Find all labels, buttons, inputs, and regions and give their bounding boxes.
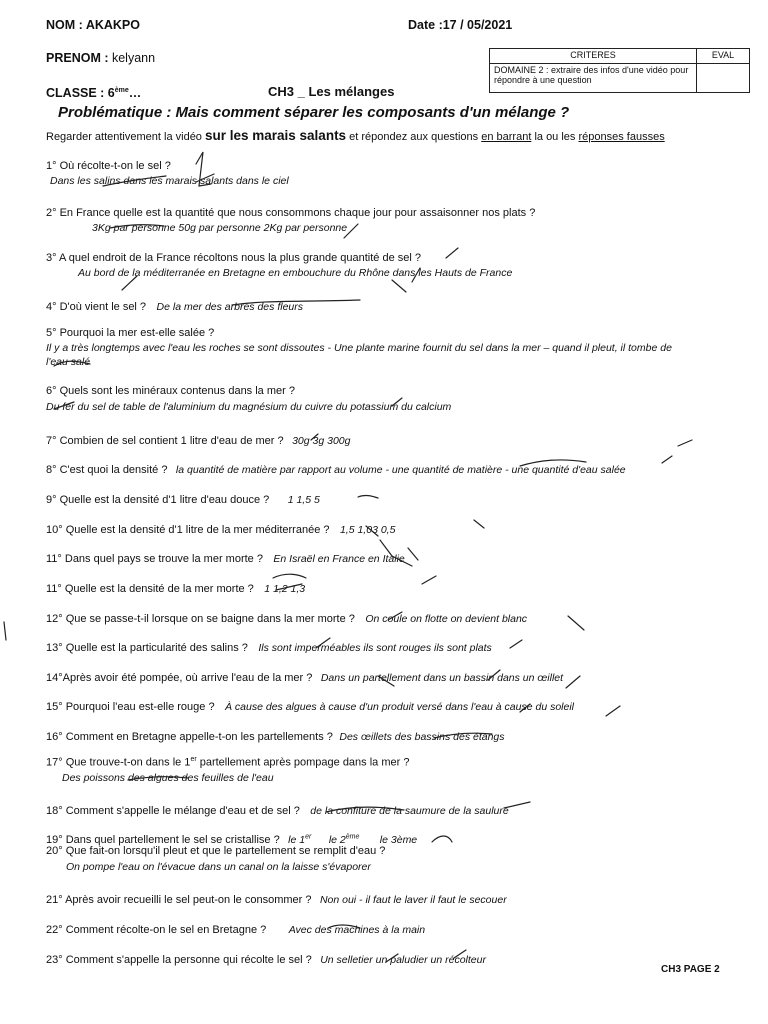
- answer-19-a: le 1: [288, 834, 306, 846]
- question-4-line: [46, 297, 303, 315]
- question-1: 1° Où récolte-t-on le sel ?: [46, 160, 171, 172]
- question-18: 18° Comment s'appelle le mélange d'eau et de sel ?: [46, 805, 300, 817]
- criteria-domain: DOMAINE 2 : extraire des infos d'une vidéo pour répondre à une question: [490, 64, 697, 93]
- question-23: 23° Comment s'appelle la personne qui récolte le sel ?: [46, 954, 312, 966]
- answers-23[interactable]: Un selletier un paludier un récolteur: [320, 954, 486, 966]
- answers-7[interactable]: 30g 3g 300g: [292, 435, 351, 447]
- question-10-line: [46, 520, 395, 538]
- answers-16[interactable]: Des œillets des bassins des étangs: [339, 731, 505, 743]
- answers-15[interactable]: À cause des algues à cause d'un produit versé dans l'eau à cause du soleil: [225, 701, 575, 713]
- question-16-line: [46, 727, 505, 745]
- question-21: 21° Après avoir recueilli le sel peut-on le consommer ?: [46, 894, 312, 906]
- question-18-line: [46, 801, 509, 819]
- question-3: 3° A quel endroit de la France récoltons nous la plus grande quantité de sel ?: [46, 252, 421, 264]
- prenom-label: PRENOM :: [46, 51, 109, 65]
- question-17: [46, 756, 409, 769]
- question-15: 15° Pourquoi l'eau est-elle rouge ?: [46, 701, 215, 713]
- stroke-q11b: [422, 576, 436, 584]
- answers-12[interactable]: On coule on flotte on devient blanc: [365, 613, 528, 625]
- criteria-header: CRITERES: [490, 49, 697, 64]
- answer-19-c: le 3ème: [359, 834, 418, 846]
- prenom-line: [46, 51, 155, 65]
- problematique: Problématique : Mais comment séparer les composants d'un mélange ?: [58, 104, 570, 121]
- criteria-table: [489, 48, 750, 93]
- question-17-text-2: partellement après pompage dans la mer ?: [196, 756, 410, 769]
- stroke-q19: [432, 836, 452, 842]
- answers-1[interactable]: Dans les salins dans les marais salants dans le ciel: [50, 175, 289, 187]
- answers-3[interactable]: Au bord de la méditerranée en Bretagne en embouchure du Rhône dans les Hauts de France: [78, 267, 513, 279]
- question-7: 7° Combien de sel contient 1 litre d'eau de mer ?: [46, 435, 284, 447]
- answers-11b[interactable]: 1 1,2 1,3: [264, 583, 306, 595]
- intro-bold: sur les marais salants: [204, 128, 347, 143]
- question-21-line: [46, 890, 507, 908]
- question-9: 9° Quelle est la densité d'1 litre d'eau douce ?: [46, 494, 270, 506]
- stroke-margin: [4, 622, 6, 640]
- answers-11[interactable]: En Israël en France en Italie: [273, 553, 405, 565]
- question-8-line: [46, 460, 626, 478]
- answers-20[interactable]: On pompe l'eau on l'évacue dans un canal on la laisse s'évaporer: [66, 861, 371, 873]
- classe-sup: ème: [114, 86, 129, 94]
- question-20: 20° Que fait-on lorsqu'il pleut et que le partellement se remplit d'eau ?: [46, 845, 386, 857]
- eval-cell[interactable]: [697, 64, 750, 93]
- intro-text-2: et répondez aux questions: [346, 131, 482, 143]
- prenom-value: kelyann: [111, 51, 156, 65]
- answers-5-cont[interactable]: l'eau salé: [46, 356, 91, 368]
- question-2: 2° En France quelle est la quantité que nous consommons chaque jour pour assaisonner nos plats ?: [46, 207, 536, 219]
- answer-19-b: le 2: [311, 834, 346, 846]
- nom-label: NOM :: [46, 18, 83, 32]
- stroke-q9: [358, 495, 378, 498]
- answer-19-sup: er: [305, 833, 312, 841]
- question-15-line: [46, 697, 574, 715]
- answers-17[interactable]: Des poissons des algues des feuilles de l'eau: [62, 772, 274, 784]
- intro-underline-2: réponses fausses: [578, 131, 665, 143]
- classe-rest: …: [128, 86, 142, 100]
- question-22: 22° Comment récolte-on le sel en Bretagne ?: [46, 924, 267, 936]
- question-12: 12° Que se passe-t-il lorsque on se baigne dans la mer morte ?: [46, 613, 355, 625]
- answers-5[interactable]: Il y a très longtemps avec l'eau les roches se sont dissoutes - Une plante marine fournit du sel dans la mer – quand il pleut, il tombe de: [46, 342, 672, 354]
- question-12-line: [46, 609, 527, 627]
- date-label: Date :: [408, 18, 443, 32]
- question-22-line: [46, 920, 425, 938]
- date-line: [408, 18, 512, 32]
- classe-label: CLASSE : 6: [46, 86, 115, 100]
- question-11: 11° Dans quel pays se trouve la mer morte ?: [46, 553, 263, 565]
- question-17-text: 17° Que trouve-t-on dans le 1: [46, 756, 191, 769]
- page-footer: CH3 PAGE 2: [661, 964, 720, 975]
- question-5: 5° Pourquoi la mer est-elle salée ?: [46, 327, 215, 339]
- intro-underline-1: en barrant: [481, 131, 532, 143]
- nom-value: AKAKPO: [85, 18, 140, 32]
- question-8: 8° C'est quoi la densité ?: [46, 464, 168, 476]
- stroke-q3c: [446, 248, 458, 258]
- question-14: 14°Après avoir été pompée, où arrive l'eau de la mer ?: [46, 672, 313, 684]
- classe-line: [46, 86, 141, 100]
- intro-text-1: Regarder attentivement la vidéo: [46, 131, 205, 143]
- stroke-q15b: [606, 706, 620, 716]
- question-11-line: [46, 549, 405, 567]
- stroke-q8b: [662, 440, 692, 463]
- question-11b-line: [46, 579, 305, 597]
- answers-21[interactable]: Non oui - il faut le laver il faut le secouer: [319, 894, 507, 906]
- question-19: 19° Dans quel partellement le sel se cristallise ?: [46, 834, 280, 846]
- question-17-sup: er: [190, 756, 197, 763]
- question-6: 6° Quels sont les minéraux contenus dans la mer ?: [46, 385, 295, 397]
- question-13-line: [46, 638, 492, 656]
- answers-13[interactable]: Ils sont imperméables ils sont rouges ils sont plats: [258, 642, 492, 654]
- answers-18[interactable]: de la confiture de la saumure de la saulure: [310, 805, 509, 817]
- answers-9[interactable]: 1 1,5 5: [287, 494, 320, 506]
- answers-14[interactable]: Dans un partellement dans un bassin dans un œillet: [320, 672, 564, 684]
- nom-line: [46, 18, 140, 32]
- question-10: 10° Quelle est la densité d'1 litre de la mer méditerranée ?: [46, 524, 330, 536]
- answers-10[interactable]: 1,5 1,03 0,5: [339, 524, 396, 536]
- chapter-title: CH3 _ Les mélanges: [268, 84, 395, 99]
- intro-text-3: la ou les: [531, 131, 579, 143]
- question-11b: 11° Quelle est la densité de la mer morte ?: [46, 583, 254, 595]
- question-14-line: [46, 668, 563, 686]
- answers-2[interactable]: 3Kg par personne 50g par personne 2Kg par personne: [92, 222, 348, 234]
- eval-header: EVAL: [697, 49, 750, 64]
- instructions: [46, 128, 665, 143]
- question-13: 13° Quelle est la particularité des salins ?: [46, 642, 248, 654]
- answers-8[interactable]: la quantité de matière par rapport au volume - une quantité de matière - une quantité d'eau salée: [175, 464, 626, 476]
- date-value: 17 / 05/2021: [442, 18, 513, 32]
- question-23-line: [46, 950, 486, 968]
- answers-22[interactable]: Avec des machines à la main: [288, 924, 426, 936]
- question-7-line: [46, 431, 351, 449]
- answers-4[interactable]: De la mer des arbres des fleurs: [156, 301, 303, 313]
- answers-6[interactable]: Du fer du sel de table de l'aluminium du magnésium du cuivre du potassium du calcium: [46, 401, 452, 413]
- answer-19-sup2: ème: [345, 833, 360, 841]
- question-9-line: [46, 490, 320, 508]
- question-16: 16° Comment en Bretagne appelle-t-on les partellements ?: [46, 731, 333, 743]
- question-4: 4° D'où vient le sel ?: [46, 301, 147, 313]
